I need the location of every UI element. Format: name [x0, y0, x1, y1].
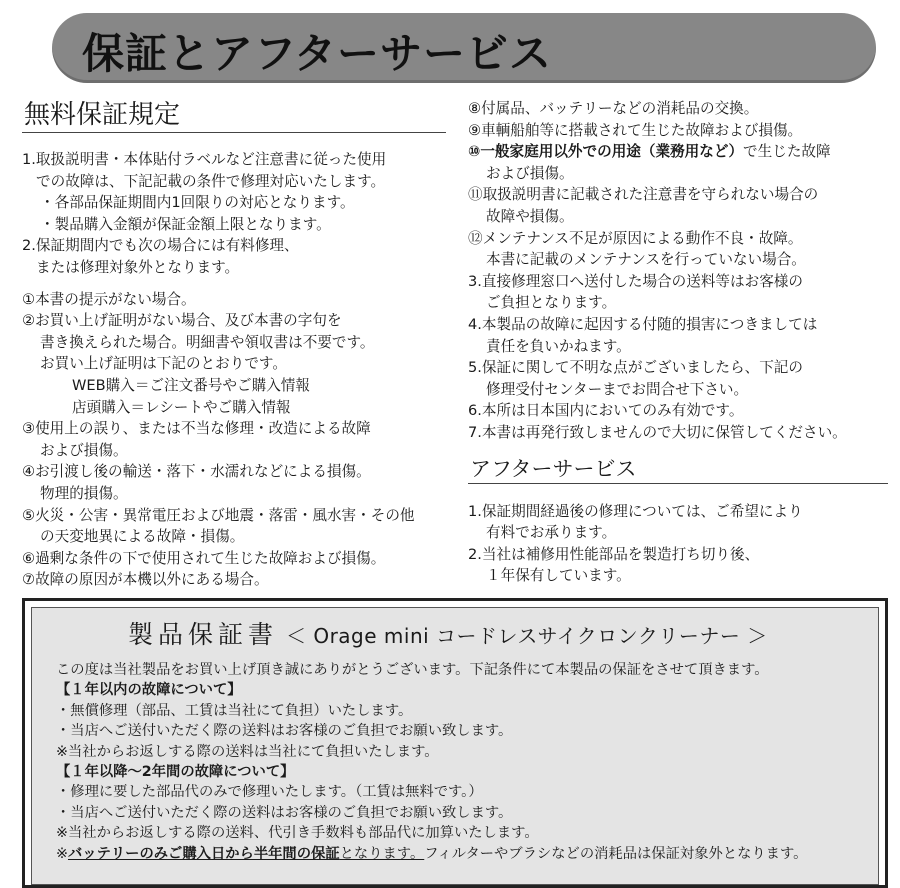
item-12-line-2: 本書に記載のメンテナンスを行っていない場合。: [486, 251, 806, 269]
clause-2-line-1: 2.保証期間内でも次の場合には有料修理、: [22, 237, 299, 255]
item-11-line-2: 故障や損傷。: [486, 207, 574, 225]
clause-2-line-2: または修理対象外となります。: [36, 258, 240, 276]
item-4-line-2: 物理的損傷。: [40, 484, 128, 502]
item-2-store-purchase: 店頭購入＝レシートやご購入情報: [72, 398, 291, 416]
item-10-line-1: [468, 141, 888, 163]
item-1: ①本書の提示がない場合。: [22, 290, 196, 308]
after-service-clause-1-line-2: 有料でお承ります。: [486, 524, 617, 542]
item-2-web-purchase: WEB購入＝ご注文番号やご購入情報: [72, 376, 310, 394]
item-10-bold: ⑩一般家庭用以外での用途（業務用など）: [468, 143, 744, 161]
certificate-title-main: 製品保証書: [128, 620, 279, 649]
period-1-line-1: ・無償修理（部品、工賃は当社にて負担）いたします。: [56, 702, 413, 719]
period-2-line-2: ・当店へご送付いただく際の送料はお客様のご負担でお願い致します。: [56, 804, 513, 821]
period-2-line-3: ※当社からお返しする際の送料、代引き手数料も部品代に加算いたします。: [56, 825, 539, 842]
after-service-title: アフターサービス: [468, 455, 888, 484]
period-1-line-3: ※当社からお返しする際の送料は当社にて負担いたします。: [56, 743, 439, 760]
clause-3-line-1: 3.直接修理窓口へ送付した場合の送料等はお客様の: [468, 272, 803, 290]
item-12-line-1: ⑫メンテナンス不足が原因による動作不良・故障。: [468, 229, 803, 247]
item-11-line-1: ⑪取扱説明書に記載された注意書を守られない場合の: [468, 186, 819, 204]
certificate-title: [128, 618, 768, 653]
after-service-clause-2-line-2: １年保有しています。: [486, 567, 631, 585]
item-10-line-2: および損傷。: [486, 164, 574, 182]
period-2-heading: 【１年以降～2年間の故障について】: [56, 764, 295, 781]
warranty-rules-left-column: [22, 98, 446, 591]
warranty-rules-right-column: [468, 98, 888, 587]
item-2-line-3: お買い上げ証明は下記のとおりです。: [40, 355, 287, 373]
item-3-line-1: ③使用上の誤り、または不当な修理・改造による故障: [22, 420, 371, 438]
clause-5-line-2: 修理受付センターまでお問合せ下さい。: [486, 380, 749, 398]
item-5-line-1: ⑤火災・公害・異常電圧および地震・落雷・風水害・その他: [22, 506, 415, 524]
item-7: ⑦故障の原因が本機以外にある場合。: [22, 571, 269, 589]
battery-note-prefix: ※: [56, 845, 68, 862]
period-1-line-2: ・当店へご送付いただく際の送料はお客様のご負担でお願い致します。: [56, 723, 513, 740]
certificate-body: [56, 660, 876, 864]
clause-1-bullet-2: ・製品購入金額が保証金額上限となります。: [40, 215, 331, 233]
battery-note-bold: バッテリーのみご購入日から半年間の保証: [67, 845, 340, 862]
certificate-intro: この度は当社製品をお買い上げ頂き誠にありがとうございます。下記条件にて本製品の保証をさせて頂きます。: [56, 662, 769, 678]
item-6: ⑥過剰な条件の下で使用されて生じた故障および損傷。: [22, 549, 386, 567]
product-warranty-certificate: [22, 598, 888, 888]
clause-7: 7.本書は再発行致しませんので大切に保管してください。: [468, 423, 847, 441]
warranty-rules-title: 無料保証規定: [22, 98, 446, 133]
clause-1-line-2: での故障は、下記記載の条件で修理対応いたします。: [36, 172, 386, 190]
battery-note-mid: となります。: [339, 845, 425, 862]
after-service-clause-2-line-1: 2.当社は補修用性能部品を製造打ち切り後、: [468, 545, 760, 563]
after-service-clause-1-line-1: 1.保証期間経過後の修理については、ご希望により: [468, 502, 803, 520]
period-1-heading: 【１年以内の故障について】: [56, 682, 242, 699]
clause-6: 6.本所は日本国内においてのみ有効です。: [468, 402, 744, 420]
item-9: ⑨車輌船舶等に搭載されて生じた故障および損傷。: [468, 121, 803, 139]
page-title: 保証とアフターサービス: [82, 29, 553, 78]
clause-1-bullet-1: ・各部品保証期間内1回限りの対応となります。: [40, 194, 355, 212]
item-2-line-2: 書き換えられた場合。明細書や領収書は不要です。: [40, 333, 375, 351]
clause-4-line-1: 4.本製品の故障に起因する付随的損害につきましては: [468, 315, 818, 333]
clause-4-line-2: 責任を負いかねます。: [486, 337, 631, 355]
clause-1-line-1: 1.取扱説明書・本体貼付ラベルなど注意書に従った使用: [22, 151, 387, 168]
item-10-rest: で生じた故障: [743, 143, 831, 161]
clause-3-line-2: ご負担となります。: [486, 294, 617, 312]
item-4-line-1: ④お引渡し後の輸送・落下・水濡れなどによる損傷。: [22, 463, 371, 481]
certificate-panel: [31, 607, 879, 885]
battery-note-rest: フィルターやブラシなどの消耗品は保証対象外となります。: [424, 845, 808, 862]
clause-5-line-1: 5.保証に関して不明な点がございましたら、下記の: [468, 359, 803, 377]
item-2-line-1: ②お買い上げ証明がない場合、及び本書の字句を: [22, 312, 342, 330]
item-5-line-2: の天変地異による故障・損傷。: [40, 528, 245, 546]
battery-warranty-note: [56, 844, 876, 864]
item-3-line-2: および損傷。: [40, 441, 128, 459]
certificate-product-name: ＜ Orage mini コードレスサイクロンクリーナー ＞: [285, 624, 768, 648]
period-2-line-1: ・修理に要した部品代のみで修理いたします。（工賃は無料です。）: [56, 784, 483, 801]
header-banner: [52, 13, 876, 83]
item-8: ⑧付属品、バッテリーなどの消耗品の交換。: [468, 100, 759, 117]
